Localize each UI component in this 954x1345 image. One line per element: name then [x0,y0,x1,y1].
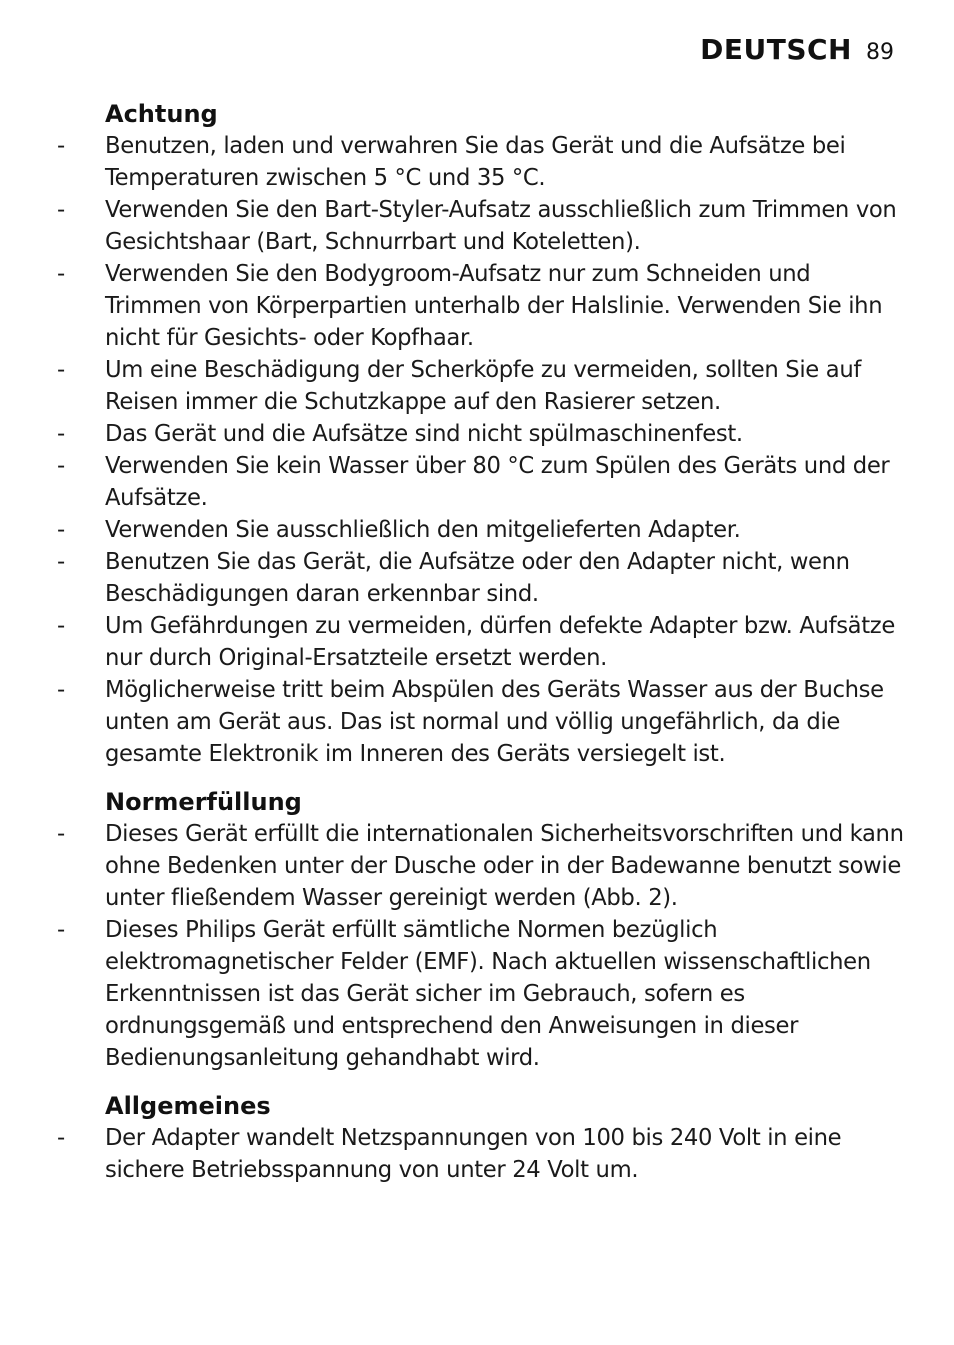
bullet-dash: - [57,677,65,703]
language-heading: DEUTSCH [700,33,852,66]
list-item [0,610,954,674]
list-item [0,258,954,354]
bullet-dash: - [57,613,65,639]
list-item-text: Das Gerät und die Aufsätze sind nicht spülmaschinenfest. [105,421,743,447]
list-item [0,418,954,450]
list-item [0,674,954,770]
list-item-text: Verwenden Sie kein Wasser über 80 °C zum Spülen des Geräts und der Aufsätze. [105,453,890,511]
list-item [0,354,954,418]
bullet-dash: - [57,133,65,159]
bullet-list [0,1122,954,1186]
list-item [0,130,954,194]
bullet-dash: - [57,357,65,383]
bullet-dash: - [57,549,65,575]
bullet-dash: - [57,1125,65,1151]
list-item [0,546,954,610]
bullet-list [0,130,954,770]
list-item [0,450,954,514]
list-item-text: Dieses Gerät erfüllt die internationalen Sicherheitsvorschriften und kann ohne Bedenken unter der Dusche oder in der Badewanne benutzt sowie unter fließendem Wasser gereinigt werden (Abb. 2). [105,821,904,911]
section-achtung [0,98,954,770]
bullet-dash: - [57,421,65,447]
bullet-dash: - [57,197,65,223]
bullet-list [0,818,954,1074]
list-item-text: Benutzen Sie das Gerät, die Aufsätze oder den Adapter nicht, wenn Beschädigungen daran erkennbar sind. [105,549,850,607]
list-item-text: Um eine Beschädigung der Scherköpfe zu vermeiden, sollten Sie auf Reisen immer die Schutzkappe auf den Rasierer setzen. [105,357,861,415]
list-item [0,914,954,1074]
bullet-dash: - [57,821,65,847]
list-item [0,514,954,546]
list-item-text: Dieses Philips Gerät erfüllt sämtliche Normen bezüglich elektromagnetischer Felder (EMF). Nach aktuellen wissenschaftlichen Erkenntnissen ist das Gerät sicher im Gebrauch, sofern es ordnungsgemäß und entsprechend den Anweisungen in dieser Bedienungsanleitung gehandhabt wird. [105,917,871,1071]
list-item-text: Verwenden Sie ausschließlich den mitgelieferten Adapter. [105,517,741,543]
bullet-dash: - [57,261,65,287]
document-body [0,98,954,1186]
list-item-text: Benutzen, laden und verwahren Sie das Gerät und die Aufsätze bei Temperaturen zwischen 5 °C und 35 °C. [105,133,846,191]
bullet-dash: - [57,917,65,943]
list-item [0,194,954,258]
section-allgemeines [0,1090,954,1186]
list-item [0,818,954,914]
section-title: Achtung [105,100,218,128]
list-item [0,1122,954,1186]
list-item-text: Verwenden Sie den Bodygroom-Aufsatz nur zum Schneiden und Trimmen von Körperpartien unterhalb der Halslinie. Verwenden Sie ihn nicht für Gesichts- oder Kopfhaar. [105,261,883,351]
page-header [700,33,894,66]
bullet-dash: - [57,517,65,543]
page-number: 89 [866,40,894,65]
section-title: Allgemeines [105,1092,271,1120]
list-item-text: Möglicherweise tritt beim Abspülen des Geräts Wasser aus der Buchse unten am Gerät aus. Das ist normal und völlig ungefährlich, da die gesamte Elektronik im Inneren des Geräts versiegelt ist. [105,677,884,767]
bullet-dash: - [57,453,65,479]
list-item-text: Der Adapter wandelt Netzspannungen von 100 bis 240 Volt in eine sichere Betriebsspannung von unter 24 Volt um. [105,1125,842,1183]
section-title: Normerfüllung [105,788,302,816]
list-item-text: Um Gefährdungen zu vermeiden, dürfen defekte Adapter bzw. Aufsätze nur durch Original-Ersatzteile ersetzt werden. [105,613,895,671]
section-normerfuellung [0,786,954,1074]
list-item-text: Verwenden Sie den Bart-Styler-Aufsatz ausschließlich zum Trimmen von Gesichtshaar (Bart, Schnurrbart und Koteletten). [105,197,897,255]
